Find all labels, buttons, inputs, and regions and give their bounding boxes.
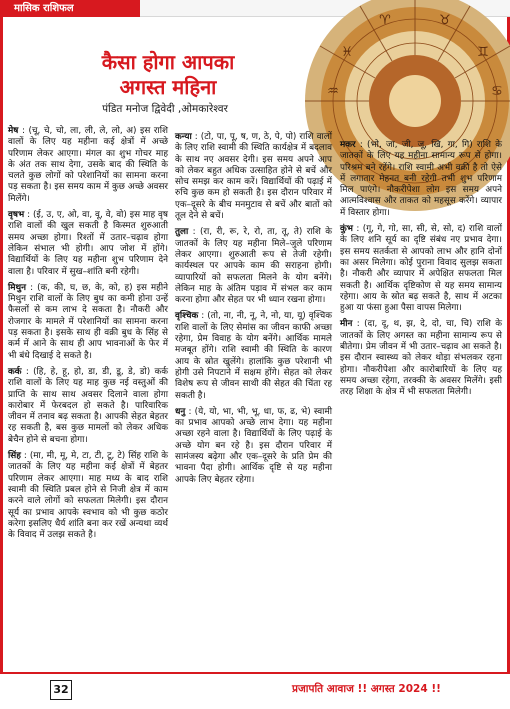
horoscope-aries: मेष : (चू, चे, चो, ला, ली, ले, लो, अ) इस राशि वालों के लिए यह महीना कई क्षेत्रों में अच्छे परिणाम लेकर आएगा। मंगल का शुभ गोचर माह के अंत तक साथ देगा, उसके बाद की स्थिति के चलते कुछ लोगों को परेशानियों का सामना करना पड़ सकता है। इस समय काम में कुछ अच्छे अवसर मिलेंगे।	[8, 126, 169, 204]
headline-line-2: अगस्त महिना	[119, 75, 217, 99]
section-tag: मासिक राशिफल	[0, 0, 140, 17]
horoscope-scorpio: वृश्चिक : (तो, ना, नी, नू, ने, नो, या, यू) वृश्चिक राशि वालों के लिए सेमांस का जीवन काफी अच्छा रहेगा, प्रेम विवाह के योग बनेंगे। आर्थिक मामले मजबूत होंगे। राशि स्वामी की स्थिति के कारण आय के स्रोत खुलेंगे। हालांकि कुछ परेशानी भी होगी उसे निपटाने में सक्षम होंगे। सेहत को लेकर विशेष रूप से जीवन साथी की सेहत की चिंता रह सकती है।	[175, 311, 333, 401]
horoscope-capricorn: मकर : (भो, जा, जी, जू, खि, गा, गि) राशि के जातकों के लिए यह महीना सामान्य रूप से होगा। परिश्रम बने रहेंगे। राशि स्वामी अभी वक्री है तो ऐसे में लगातार मेहनत बनी रहेगी तभी शुभ परिणाम मिल पाएंगे। नौकरीपेशा लोग इस समय अपने आत्मविश्वास और ताकत को महसूस करेंगे। व्यापार में विस्तार होगा।	[340, 140, 503, 218]
horoscope-leo: सिंह : (मा, मी, मू, मे, टा, टी, टू, टे) सिंह राशि के जातकों के लिए यह महीना कई क्षेत्रों में बेहतर परिणाम लेकर आएगा। माह मध्य के बाद राशि स्वामी की स्थिति प्रबल होने से निजी क्षेत्र में काम करने वाले लोगों को सफलता मिलेगी। इस दौरान सूर्य का प्रभाव आपके स्वभाव को भी कुछ कठोर करेगा इसलिए धैर्य शांति बना कर रखें अन्यथा व्यर्थ के विवाद में उलझ सकते है।	[8, 451, 168, 541]
svg-text:♈: ♈	[379, 13, 391, 28]
horoscope-gemini: मिथुन : (क, की, घ, छ, के, को, ह) इस महीने मिथुन राशि वालों के लिए बुध का कमी होना उन्हें फैसलों से कम लाभ दे सकता है। नौकरी और रोजगार के मामले में परेशानियों का सामना करना पड़ सकता है। इसके साथ ही वक्री बुध के सिंह से कर्म में आने के साथ ही आप भावनाओं के फेर में भी बंधे दिखाई दे सकते है।	[8, 282, 169, 361]
column-3	[340, 140, 502, 672]
svg-text:♓: ♓	[341, 45, 353, 60]
horoscope-virgo: कन्या : (टो, पा, पू, ष, ण, ठे, पे, पो) राशि वालों के लिए राशि स्वामी की स्थिति कार्यक्षेत्र में बदलाव के साथ नए अवसर देगी। इस समय अपने आप को लेकर बहुत अधिक उत्साहित होने से बचें और सोच समझ कर काम करें। विद्यार्थियों की पढ़ाई में रुचि कुछ कम हो सकती है। इस दौरान परिवार में एक–दूसरे के बीच मनमुटाव से बचें और बातों को तूल देने से बचें।	[175, 132, 332, 222]
author-byline: पंडित मनोज द्विवेदी ,ओमकारेश्वर	[102, 103, 228, 115]
headline-line-1: कैसा होगा आपका	[101, 50, 235, 74]
page-number: 32	[50, 680, 72, 700]
svg-text:♋: ♋	[491, 84, 503, 99]
page-frame-left	[0, 17, 3, 672]
column-1	[8, 126, 168, 671]
horoscope-taurus: वृषभ : (ई, उ, ए, ओ, वा, वू, वे, वो) इस माह वृष राशि वालों की खुल सकती है किस्मत शुरुआती समय अच्छा होगा। रिश्तों में उतार–चढ़ाव होगा लेकिन संभाल भी होगी। आप जोश में होंगे। विद्यार्थियों के लिए यह महीना शुभ परिणाम देने वाला है। परिवार में सुख–शांति बनी रहेगी।	[8, 210, 169, 277]
svg-text:♒: ♒	[327, 84, 339, 99]
horoscope-aquarius: कुंभ : (गू, गे, गो, सा, सी, से, सो, द) राशि वालों के लिए शनि सूर्य का दृष्टि संबंध नए प्रभाव देगा। इस समय सतर्कता से आपको लाभ और हानि दोनों का असर मिलेगा। कोई पुराना विवाद सुलझ सकता है। नौकरी और व्यापार में अपेक्षित सफलता मिल सकती है। आर्थिक दृष्टिकोण से यह समय सामान्य रहेगा। आय के स्रोत बढ़ सकते है, साथ में अटका हुआ या फंसा हुआ पैसा वापस मिलेगा।	[340, 224, 503, 314]
zodiac-wheel-icon	[307, 13, 507, 146]
horoscope-sagittarius: धनु : (ये, यो, भा, भी, भू, धा, फ, ढ, भे) स्वामी का प्रभाव आपको अच्छे लाभ देगा। यह महीना अच्छा रहने वाला है। विद्यार्थियों के लिए पढ़ाई के अच्छे योग बन रहे है। इस दौरान परिवार में सामंजस्य बढ़ेगा और एक–दूसरे के प्रति प्रेम की भावना पैदा होगी। आर्थिक दृष्टि से यह महीना आपके लिए बेहतर रहेगा।	[175, 406, 333, 485]
article-headline	[48, 50, 288, 100]
svg-text:♊: ♊	[477, 45, 489, 60]
column-2	[175, 132, 332, 672]
horoscope-pisces: मीन : (दा, दू, थ, झ, दे, दो, चा, चि) राशि के जातकों के लिए अगस्त का महीना सामान्य रूप से बीतेगा। प्रेम जीवन में भी उतार–चढ़ाव आ सकते है। इस दौरान स्वास्थ्य को लेकर थोड़ा संभलकर रहना होगा। नौकरीपेशा और कारोबारियों के लिए यह समय अच्छा रहेगा, तरक्की के अवसर मिलेंगे। इसी तरह शिक्षा के क्षेत्र में भी सफलता मिलेगी।	[340, 319, 503, 398]
horoscope-libra: तुला : (रा, री, रू, रे, रो, ता, तू, ते) राशि के जातकों के लिए यह महीना मिले–जुले परिणाम लेकर आएगा। शुरुआती रूप से तेजी रहेगी। कार्यस्थल पर आपके काम की सराहना होगी। व्यापारियों को सफलता मिलने के योग बनेंगे। लेकिन माह के अंतिम पड़ाव में संभल कर काम करना होगा और सेहत पर भी ध्यान रखना होगा।	[175, 227, 333, 306]
svg-text:♉: ♉	[439, 13, 451, 28]
publication-footer: प्रजापति आवाज !! अगस्त 2024 !!	[292, 683, 441, 695]
horoscope-cancer: कर्क : (हि, हे, हू, हो, डा, डी, डू, डे, डो) कर्क राशि वालों के लिए यह माह कुछ नई वस्तुओं की प्राप्ति के साथ साथ अवसर दिलाने वाला होगा कारोबार में फेरबदल हो सकते है। पारिवारिक जीवन में तनाव बढ़ सकता है। आपकी सेहत बेहतर रह सकती है, बस कुछ मामलों को लेकर अधिक बेचैन होने से बचना होगा।	[8, 366, 168, 445]
